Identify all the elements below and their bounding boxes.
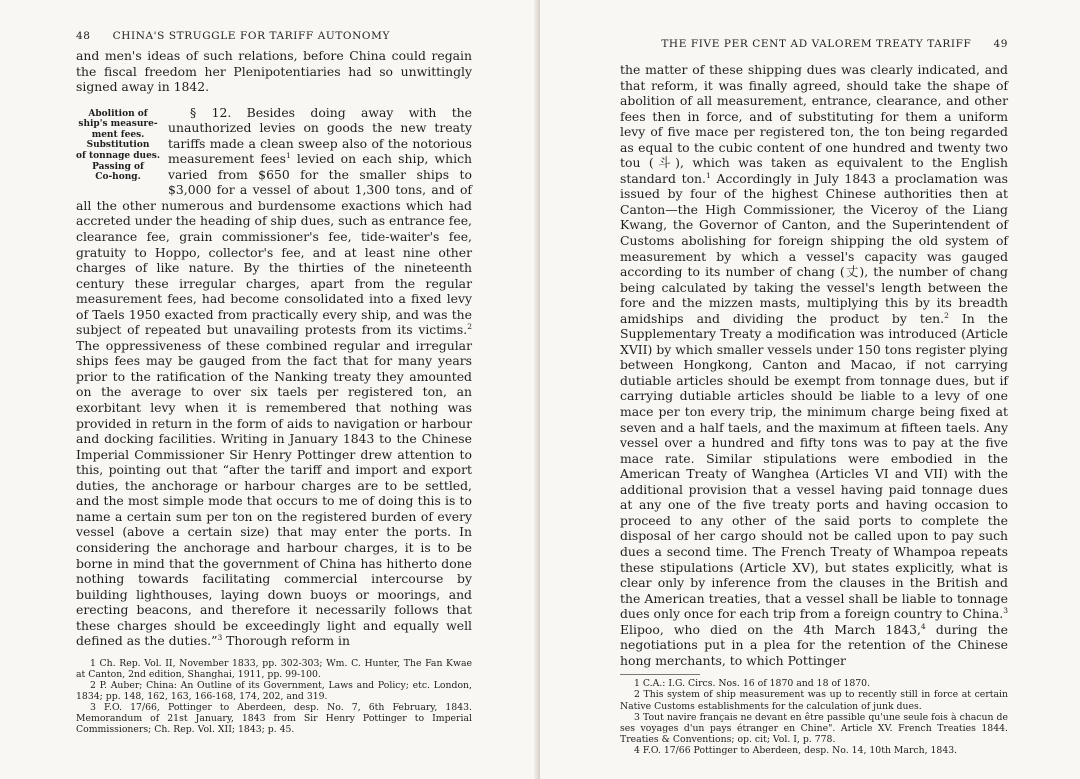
body-text-run: during the negotiations put in a plea for the retention of the Chinese hong merchants, to which Pottinger (620, 621, 1008, 668)
left-opening-paragraph: and men's ideas of such relations, before China could regain the fiscal freedom her Plenipotentiaries had so unwittingly signed away in 1842. (76, 48, 472, 95)
right-footnotes (620, 678, 1008, 756)
section-12-paragraph (76, 105, 472, 649)
left-running-title: CHINA'S STRUGGLE FOR TARIFF AUTONOMY (112, 30, 391, 42)
side-note-line: Passing of (92, 161, 144, 172)
side-note-line: Co-hong. (95, 172, 141, 183)
footnote: 3 Tout navire français ne devant en être passible qu'une seule fois à chacun de ses voyages d'un pays étranger en Chine". Article XV. French Treaties 1844. Treaties & Conventions; op. cit; Vol. I, p. 778. (620, 711, 1008, 745)
body-text-run: Accordingly in July 1843 a proclamation was issued by four of the highest Chinese authorities then at Canton—the High Commissioner, the Viceroy of the Liang Kwang, the Governor of Canton, and the Superintendent of Customs abolishing for foreign shipping the old system of measurement by which a vessel's capacity was gauged according to its number of chang (丈), the number of chang being calculated by taking the vessel's length between the fore and the mizzen masts, multiplying this by its breadth amidships and dividing the product by ten. (620, 170, 1008, 326)
section-text: Thorough reform in (222, 633, 350, 649)
section-text: § 12. Besides doing away with the unauthorized levies on goods the new treaty tariffs made a clean sweep also of the notorious measurement fees (168, 104, 472, 167)
right-paragraph (620, 62, 1008, 668)
body-text-run: the matter of these shipping dues was clearly indicated, and that reform, it was finally agreed, should take the shape of abolition of all measurement, entrance, clearance, and other fees then in force, and of substituting for them a uniform levy of five mace per registered ton, the ton being regarded as equal to the cubic content of one hundred and twenty two tou (斗), which was taken as equivalent to the English standard ton. (620, 62, 1008, 186)
footnote-ref: 1 (705, 170, 711, 180)
section-12 (76, 105, 472, 649)
margin-side-note (76, 109, 160, 183)
footnote: 4 F.O. 17/66 Pottinger to Aberdeen, desp. No. 14, 10th March, 1843. (634, 744, 958, 756)
side-note-line: ship's measure- (78, 119, 158, 130)
right-body-text (620, 62, 1008, 668)
footnote-ref: 2 (467, 322, 472, 332)
footnote-ref: 4 (920, 621, 926, 631)
body-text-run: Elipoo, who died on the 4th March 1843, (620, 621, 921, 637)
footnote: 2 This system of ship measurement was up to recently still in force at certain Native Customs establishments for the calculation of junk dues. (620, 689, 1008, 712)
body-text-run: In the Supplementary Treaty a modification was introduced (Article XVII) by which smaller vessels under 150 tons register plying between Hongkong, Canton and Macao, if not carrying dutiable articles should be exempt from tonnage dues, but if carrying dutiable articles should be liable to a levy of one mace per ton every trip, the minimum charge being fixed at seven and a half taels, and the maximum at fifteen taels. Any vessel over a hundred and fifty tons was to pay at the five mace rate. Similar stipulations were embodied in the American Treaty of Wanghea (Articles VI and VII) with the additional provision that a vessel having paid tonnage dues at any one of the five treaty ports and having occasion to proceed to any other of the said ports to complete the disposal of her cargo should not be called upon to pay such dues a second time. The French Treaty of Whampoa repeats these stipulations (Article XV), but states explicitly, what is clear only by inference from the clauses in the British and the American treaties, that a vessel shall be liable to tonnage dues only once for each trip from a foreign country to China. (620, 310, 1008, 622)
footnote: 2 P. Auber; China: An Outline of its Government, Laws and Policy; etc. London, 1834; pp. 148, 162, 163, 166-168, 174, 202, and 319. (76, 679, 472, 703)
left-footnotes (76, 658, 472, 736)
footnote-ref: 1 (285, 151, 291, 161)
footnote: 1 C.A.: I.G. Circs. Nos. 16 of 1870 and 18 of 1870. (634, 678, 871, 690)
side-note-line: of tonnage dues. (76, 151, 161, 162)
right-page (540, 0, 1080, 779)
footnote-ref: 2 (944, 310, 949, 320)
side-note-line: ment fees. (91, 129, 145, 140)
side-note-line: Substitution (86, 140, 150, 151)
footnote: 3 F.O. 17/66, Pottinger to Aberdeen, desp. No. 7, 6th February, 1843. Memorandum of 21st January, 1843 from Sir Henry Pottinger to Imperial Commissioners; Ch. Rep. Vol. XII; 1843; p. 45. (76, 702, 472, 736)
section-text: levied on each ship, which varied from $650 for the smaller ships to $3,000 for a vessel of about 1,300 tons, and of all the other numerous and burdensome exactions which had accreted under the heading of ship dues, such as entrance fee, clearance fee, grain commissioner's fee, tide-waiter's fee, gratuity to Hoppo, collector's fee, and at least nine other charges of like nature. By the thirties of the nineteenth century these irregular charges, apart from the regular measurement fees, had become consolidated into a fixed levy of Taels 1950 exacted from practically every ship, and was the subject of repeated but unavailing protests from its victims. (76, 151, 473, 338)
footnote-ref: 3 (1003, 606, 1008, 616)
side-note-line: Abolition of (88, 108, 148, 119)
left-page-number: 48 (76, 30, 91, 42)
footnote: 1 Ch. Rep. Vol. II, November 1833, pp. 302-303; Wm. C. Hunter, The Fan Kwae at Canton, 2nd edition, Shanghai, 1911, pp. 99-100. (76, 657, 472, 680)
footnote-ref: 3 (217, 633, 223, 643)
left-body-text (76, 48, 472, 649)
left-running-head (76, 30, 472, 48)
right-running-head (620, 38, 1008, 56)
section-text: The oppressiveness of these combined regular and irregular ships fees may be gauged from the fact that for many years prior to the ratification of the Nanking treaty they amounted on the average to over six taels per registered ton, an exorbitant levy when it is remembered that nothing was provided in return in the form of aids to navigation or harbour and docking facilities. Writing in January 1843 to the Chinese Imperial Commissioner Sir Henry Pottinger drew attention to this, pointing out that “after the tariff and import and export duties, the anchorage or harbour charges are to be settled, and the most simple mode that occurs to me of doing this is to name a certain sum per ton on the registered burden of every vessel (above a certain size) that may enter the ports. In considering the anchorage and harbour charges, it is to be borne in mind that the government of China has hitherto done nothing towards facilitating commercial intercourse by building lighthouses, laying down buoys or moorings, and erecting beacons, and therefore it necessarily follows that these charges should be exceedingly light and equally well defined as the duties.” (76, 337, 472, 649)
right-running-title: THE FIVE PER CENT AD VALOREM TREATY TARIFF (661, 38, 972, 50)
right-page-number: 49 (993, 38, 1008, 50)
footnote-rule (620, 674, 700, 675)
